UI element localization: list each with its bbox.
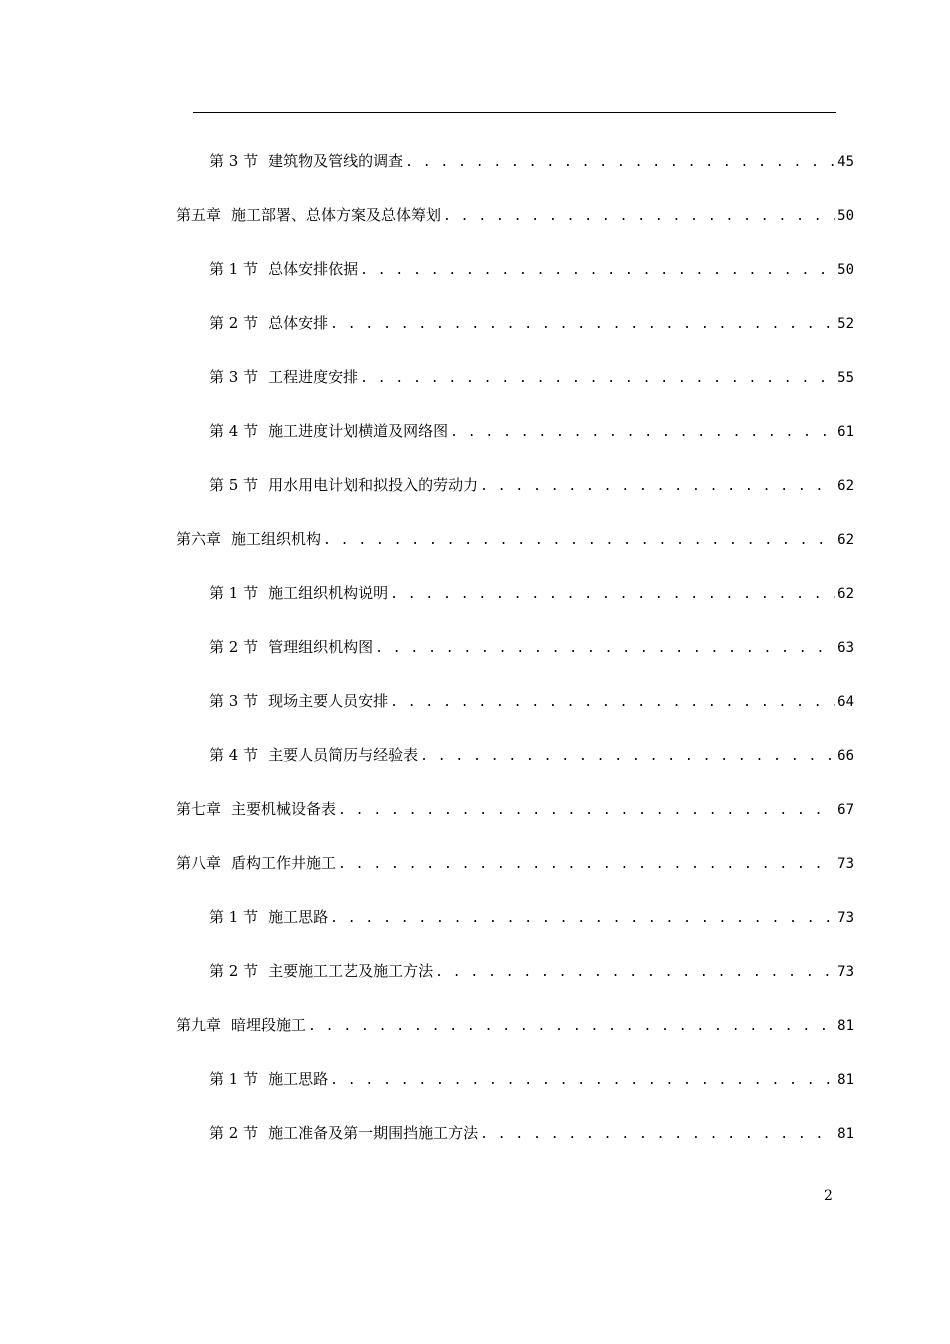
toc-entry-page: 50 bbox=[837, 208, 854, 224]
toc-entry-page: 64 bbox=[837, 694, 854, 710]
toc-dot-leader bbox=[390, 584, 835, 606]
toc-entry-number: 第 1 节 bbox=[209, 584, 259, 602]
toc-entry[interactable] bbox=[209, 1122, 854, 1144]
toc-entry[interactable] bbox=[209, 582, 854, 604]
toc-entry-page: 50 bbox=[837, 262, 854, 278]
toc-entry-page: 67 bbox=[837, 802, 854, 818]
toc-entry-page: 63 bbox=[837, 640, 854, 656]
toc-dot-leader bbox=[420, 746, 835, 768]
toc-entry-title: 施工准备及第一期围挡施工方法 bbox=[268, 1124, 479, 1142]
toc-entry-number: 第六章 bbox=[176, 530, 222, 548]
toc-entry[interactable] bbox=[209, 258, 854, 280]
toc-dot-leader bbox=[323, 530, 835, 552]
toc-dot-leader bbox=[330, 908, 835, 930]
toc-entry-title: 建筑物及管线的调查 bbox=[268, 152, 404, 170]
toc-entry-number: 第八章 bbox=[176, 854, 222, 872]
toc-entry-page: 62 bbox=[837, 478, 854, 494]
toc-entry-page: 45 bbox=[837, 154, 854, 170]
toc-dot-leader bbox=[443, 206, 835, 228]
toc-entry-page: 61 bbox=[837, 424, 854, 440]
toc-entry-page: 73 bbox=[837, 910, 854, 926]
toc-entry[interactable] bbox=[209, 150, 854, 172]
toc-entry-number: 第 3 节 bbox=[209, 152, 259, 170]
toc-entry-page: 55 bbox=[837, 370, 854, 386]
toc-entry-number: 第 1 节 bbox=[209, 260, 259, 278]
toc-entry-number: 第 3 节 bbox=[209, 368, 259, 386]
toc-entry-title: 工程进度安排 bbox=[268, 368, 359, 386]
toc-entry-title: 管理组织机构图 bbox=[268, 638, 374, 656]
toc-entry-title: 用水用电计划和拟投入的劳动力 bbox=[268, 476, 479, 494]
toc-entry-number: 第 4 节 bbox=[209, 746, 259, 764]
toc-entry-title: 暗埋段施工 bbox=[231, 1016, 307, 1034]
toc-entry-page: 62 bbox=[837, 586, 854, 602]
toc-entry-title: 施工组织机构 bbox=[231, 530, 322, 548]
toc-entry-title: 施工部署、总体方案及总体筹划 bbox=[231, 206, 442, 224]
toc-entry-title: 施工思路 bbox=[268, 908, 329, 926]
toc-entry-title: 总体安排依据 bbox=[268, 260, 359, 278]
toc-entry[interactable] bbox=[209, 906, 854, 928]
toc-dot-leader bbox=[480, 1124, 835, 1146]
toc-dot-leader bbox=[405, 152, 835, 174]
toc-entry-number: 第五章 bbox=[176, 206, 222, 224]
toc-entry-title: 主要施工工艺及施工方法 bbox=[268, 962, 434, 980]
toc-dot-leader bbox=[435, 962, 835, 984]
toc-entry-number: 第 1 节 bbox=[209, 1070, 259, 1088]
toc-dot-leader bbox=[338, 800, 835, 822]
toc-entry-title: 主要人员简历与经验表 bbox=[268, 746, 419, 764]
toc-dot-leader bbox=[450, 422, 835, 444]
toc-entry-title: 施工进度计划横道及网络图 bbox=[268, 422, 449, 440]
toc-dot-leader bbox=[375, 638, 835, 660]
toc-entry[interactable] bbox=[209, 636, 854, 658]
page-number: 2 bbox=[824, 1188, 833, 1204]
toc-entry-title: 盾构工作井施工 bbox=[231, 854, 337, 872]
toc-entry-page: 62 bbox=[837, 532, 854, 548]
toc-entry[interactable] bbox=[176, 852, 854, 874]
toc-entry[interactable] bbox=[209, 690, 854, 712]
toc-entry-page: 73 bbox=[837, 856, 854, 872]
toc-entry-number: 第 4 节 bbox=[209, 422, 259, 440]
toc-entry[interactable] bbox=[209, 960, 854, 982]
toc-entry[interactable] bbox=[176, 798, 854, 820]
toc-entry-number: 第 3 节 bbox=[209, 692, 259, 710]
toc-dot-leader bbox=[330, 314, 835, 336]
toc-entry-page: 73 bbox=[837, 964, 854, 980]
toc-entry-page: 81 bbox=[837, 1072, 854, 1088]
toc-entry[interactable] bbox=[176, 528, 854, 550]
toc-entry-title: 施工组织机构说明 bbox=[268, 584, 389, 602]
toc-entry-page: 81 bbox=[837, 1018, 854, 1034]
toc-entry[interactable] bbox=[209, 312, 854, 334]
toc-dot-leader bbox=[308, 1016, 835, 1038]
toc-entry-number: 第 2 节 bbox=[209, 962, 259, 980]
toc-entry-number: 第 1 节 bbox=[209, 908, 259, 926]
toc-dot-leader bbox=[480, 476, 835, 498]
toc-entry[interactable] bbox=[176, 204, 854, 226]
toc-entry-title: 主要机械设备表 bbox=[231, 800, 337, 818]
toc-entry[interactable] bbox=[209, 474, 854, 496]
toc-dot-leader bbox=[330, 1070, 835, 1092]
toc-entry[interactable] bbox=[209, 420, 854, 442]
toc-entry-number: 第 2 节 bbox=[209, 1124, 259, 1142]
toc-entry-number: 第 5 节 bbox=[209, 476, 259, 494]
toc-dot-leader bbox=[360, 368, 835, 390]
toc-entry-number: 第九章 bbox=[176, 1016, 222, 1034]
toc-entry[interactable] bbox=[209, 1068, 854, 1090]
toc-entry[interactable] bbox=[209, 744, 854, 766]
toc-entry-number: 第 2 节 bbox=[209, 314, 259, 332]
toc-entry-page: 66 bbox=[837, 748, 854, 764]
toc-dot-leader bbox=[390, 692, 835, 714]
toc-entry-number: 第七章 bbox=[176, 800, 222, 818]
toc-entry[interactable] bbox=[209, 366, 854, 388]
toc-dot-leader bbox=[360, 260, 835, 282]
toc-entry-page: 52 bbox=[837, 316, 854, 332]
header-rule bbox=[193, 112, 836, 113]
toc-entry-title: 现场主要人员安排 bbox=[268, 692, 389, 710]
toc-entry-page: 81 bbox=[837, 1126, 854, 1142]
toc-dot-leader bbox=[338, 854, 835, 876]
toc-entry-title: 总体安排 bbox=[268, 314, 329, 332]
toc-entry-title: 施工思路 bbox=[268, 1070, 329, 1088]
toc-entry-number: 第 2 节 bbox=[209, 638, 259, 656]
toc-entry[interactable] bbox=[176, 1014, 854, 1036]
